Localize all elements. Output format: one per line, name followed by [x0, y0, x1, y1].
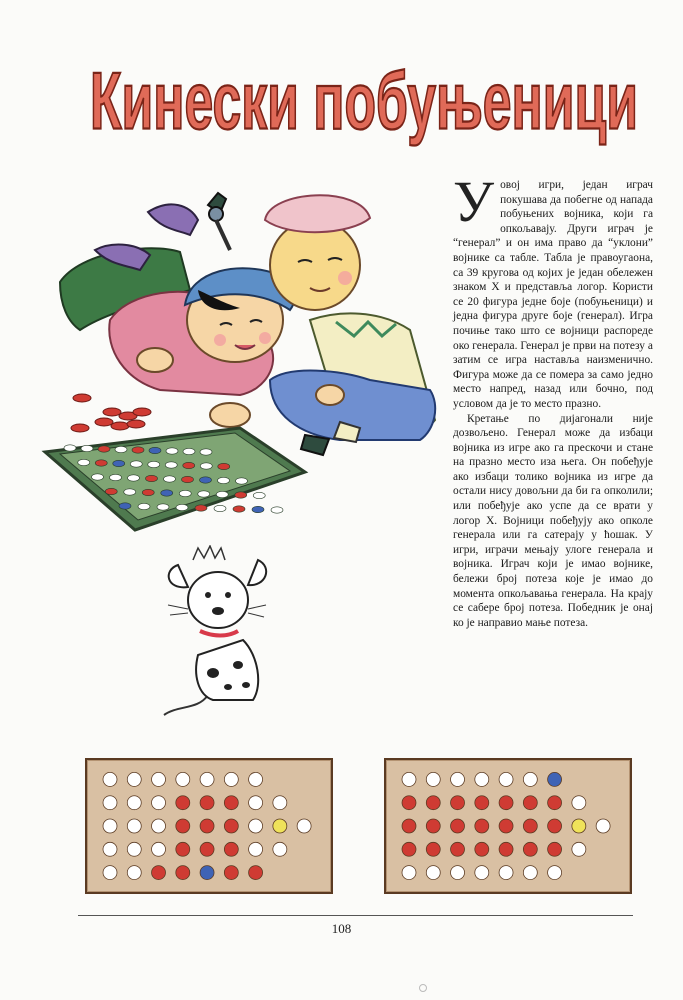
page-title [84, 56, 644, 166]
board-hole [176, 772, 190, 786]
illustration-board-hole [146, 475, 158, 481]
board-hole [451, 772, 465, 786]
illustration-board-hole [81, 445, 93, 451]
board-hole [200, 772, 214, 786]
illustration-board-hole [149, 447, 161, 453]
board-hole [152, 796, 166, 810]
illustration-board-hole [92, 474, 104, 480]
board-hole [475, 866, 489, 880]
drop-cap-letter: У [453, 169, 495, 234]
board-hole [273, 819, 287, 833]
illustration-board-hole [157, 504, 169, 510]
board-hole [152, 842, 166, 856]
board-hole [297, 819, 311, 833]
illustration-board-hole [164, 476, 176, 482]
board-hole [499, 796, 513, 810]
board-hole [249, 819, 263, 833]
board-hole [200, 842, 214, 856]
board-hole [499, 842, 513, 856]
board-hole [523, 842, 537, 856]
board-hole [176, 866, 190, 880]
footer-rule [78, 915, 633, 916]
illustration-board-hole [233, 506, 245, 512]
board-hole [523, 796, 537, 810]
illustration-board-hole [200, 449, 212, 455]
board-hole [200, 866, 214, 880]
board-hole [475, 796, 489, 810]
board-hole [426, 796, 440, 810]
board-hole [426, 842, 440, 856]
illustration-board-hole [216, 491, 228, 497]
board-diagram-right [384, 758, 632, 894]
board-hole [127, 866, 141, 880]
board-hole [249, 772, 263, 786]
board-hole [103, 772, 117, 786]
illustration-board-hole [130, 461, 142, 467]
illustration-board-hole [95, 460, 107, 466]
paragraph-1-text: овој игри, један играч покушава да побегне од напада побуњених војника, који га опкољавају. Други играч је “генерал” и он има право да “уклони” војнике са табле. Табла је правоугаона, са 39 кругова од којих је један обележен знаком X и представља логор. Користи се 20 фигура једне боје (побуњеници) и једна фигура друге боје (генерал). Игра почиње тако што се војници распореде око генерала. Генерал је први на потезу а затим се игра наставља наизменично. Фигура може да се помера за само једно место напред, назад или бочно, под условом да је то место празно. [453, 179, 653, 410]
board-hole [548, 866, 562, 880]
board-hole [200, 819, 214, 833]
illustration-board-hole [132, 447, 144, 453]
perspective-game-board [45, 428, 305, 530]
board-hole [176, 819, 190, 833]
illustration-board-hole [235, 492, 247, 498]
board-hole [523, 772, 537, 786]
article-text [453, 169, 653, 630]
illustration-board-hole [236, 478, 248, 484]
dalmatian-dog-illustration [158, 545, 273, 725]
board-hole [224, 842, 238, 856]
illustration-board-hole [115, 446, 127, 452]
board-hole [499, 819, 513, 833]
board-hole [152, 772, 166, 786]
board-hole [451, 796, 465, 810]
board-hole [127, 842, 141, 856]
board-hole [426, 772, 440, 786]
board-hole [523, 819, 537, 833]
illustration-board-hole [98, 446, 110, 452]
board-hole [426, 819, 440, 833]
article-paragraph: Кретање по дијагонали није дозвољено. Генерал може да избаци војника из игре ако га прескочи и стане на празно место иза њега. Он побеђује ако избаци толико војника из игре да остали нису довољни да би га опколили; или побеђује ако успе да се врати у логор X. Војници побеђују ако опколе генерала или га сатерају у ћошак. У игри, играчи мењају улоге генерала и војника. Играч који је имао војнике, бележи број потеза које је имао до момента опкољавања генерала. На крају се сабере број потеза. Победник је онај ко је направио мање потеза. [453, 412, 653, 629]
board-hole [572, 819, 586, 833]
board-hole [451, 842, 465, 856]
illustration-board-hole [179, 490, 191, 496]
board-hole [499, 866, 513, 880]
board-hole [224, 819, 238, 833]
illustration-board-hole [183, 448, 195, 454]
illustration-board-hole [78, 459, 90, 465]
illustration-board-hole [119, 503, 131, 509]
illustration-board-hole [166, 448, 178, 454]
illustration-board-hole [200, 477, 212, 483]
board-hole [402, 842, 416, 856]
board-hole [548, 796, 562, 810]
article-paragraph [453, 169, 653, 412]
board-diagram-left [85, 758, 333, 894]
board-hole [475, 819, 489, 833]
board-hole [548, 819, 562, 833]
board-hole [224, 796, 238, 810]
illustration-board-hole [110, 474, 122, 480]
illustration-board-hole [128, 475, 140, 481]
board-hole [273, 842, 287, 856]
illustration-board-hole [161, 490, 173, 496]
illustration-board-hole [176, 504, 188, 510]
illustration-board-hole [253, 492, 265, 498]
illustration-board-hole [195, 505, 207, 511]
board-hole [152, 819, 166, 833]
board-hole [572, 842, 586, 856]
board-hole [475, 842, 489, 856]
board-hole [475, 772, 489, 786]
board-hole [103, 842, 117, 856]
board-hole [402, 866, 416, 880]
board-hole [152, 866, 166, 880]
illustration-board-hole [218, 463, 230, 469]
page-title-text: Кинески побуњеници [89, 56, 638, 146]
board-hole [103, 866, 117, 880]
board-hole [523, 866, 537, 880]
board-hole [176, 842, 190, 856]
board-hole [103, 819, 117, 833]
illustration-board-hole [64, 445, 76, 451]
illustration-board-hole [271, 507, 283, 513]
board-hole [402, 796, 416, 810]
board-hole [176, 796, 190, 810]
board-hole [224, 866, 238, 880]
board-hole [426, 866, 440, 880]
board-hole [499, 772, 513, 786]
board-hole [224, 772, 238, 786]
illustration-board-hole [138, 503, 150, 509]
board-hole [402, 819, 416, 833]
illustration-board-hole [142, 489, 154, 495]
board-hole [249, 842, 263, 856]
illustration-board-hole [124, 489, 136, 495]
sitting-boy [265, 195, 435, 455]
illustration-board-hole [113, 460, 125, 466]
board-hole [451, 819, 465, 833]
board-hole [596, 819, 610, 833]
illustration-board-hole [105, 488, 117, 494]
illustration-board-hole [252, 506, 264, 512]
boys-playing-illustration [40, 190, 450, 535]
board-hole [572, 796, 586, 810]
board-hole [273, 796, 287, 810]
board-hole [548, 772, 562, 786]
board-hole [451, 866, 465, 880]
illustration-board-hole [182, 476, 194, 482]
illustration-board-hole [183, 462, 195, 468]
board-hole [127, 772, 141, 786]
board-hole [249, 866, 263, 880]
board-hole [127, 796, 141, 810]
illustration-board-hole [165, 462, 177, 468]
board-hole [402, 772, 416, 786]
illustration-board-hole [200, 463, 212, 469]
board-hole [200, 796, 214, 810]
board-hole [103, 796, 117, 810]
page-number: 108 [331, 921, 352, 936]
bottom-dot [419, 984, 427, 992]
board-hole [548, 842, 562, 856]
board-hole [127, 819, 141, 833]
illustration-board-hole [148, 461, 160, 467]
loose-pieces [71, 394, 151, 432]
lying-boy [60, 193, 294, 427]
illustration-board-hole [214, 505, 226, 511]
illustration-board-hole [218, 477, 230, 483]
illustration-board-hole [198, 491, 210, 497]
board-hole [249, 796, 263, 810]
